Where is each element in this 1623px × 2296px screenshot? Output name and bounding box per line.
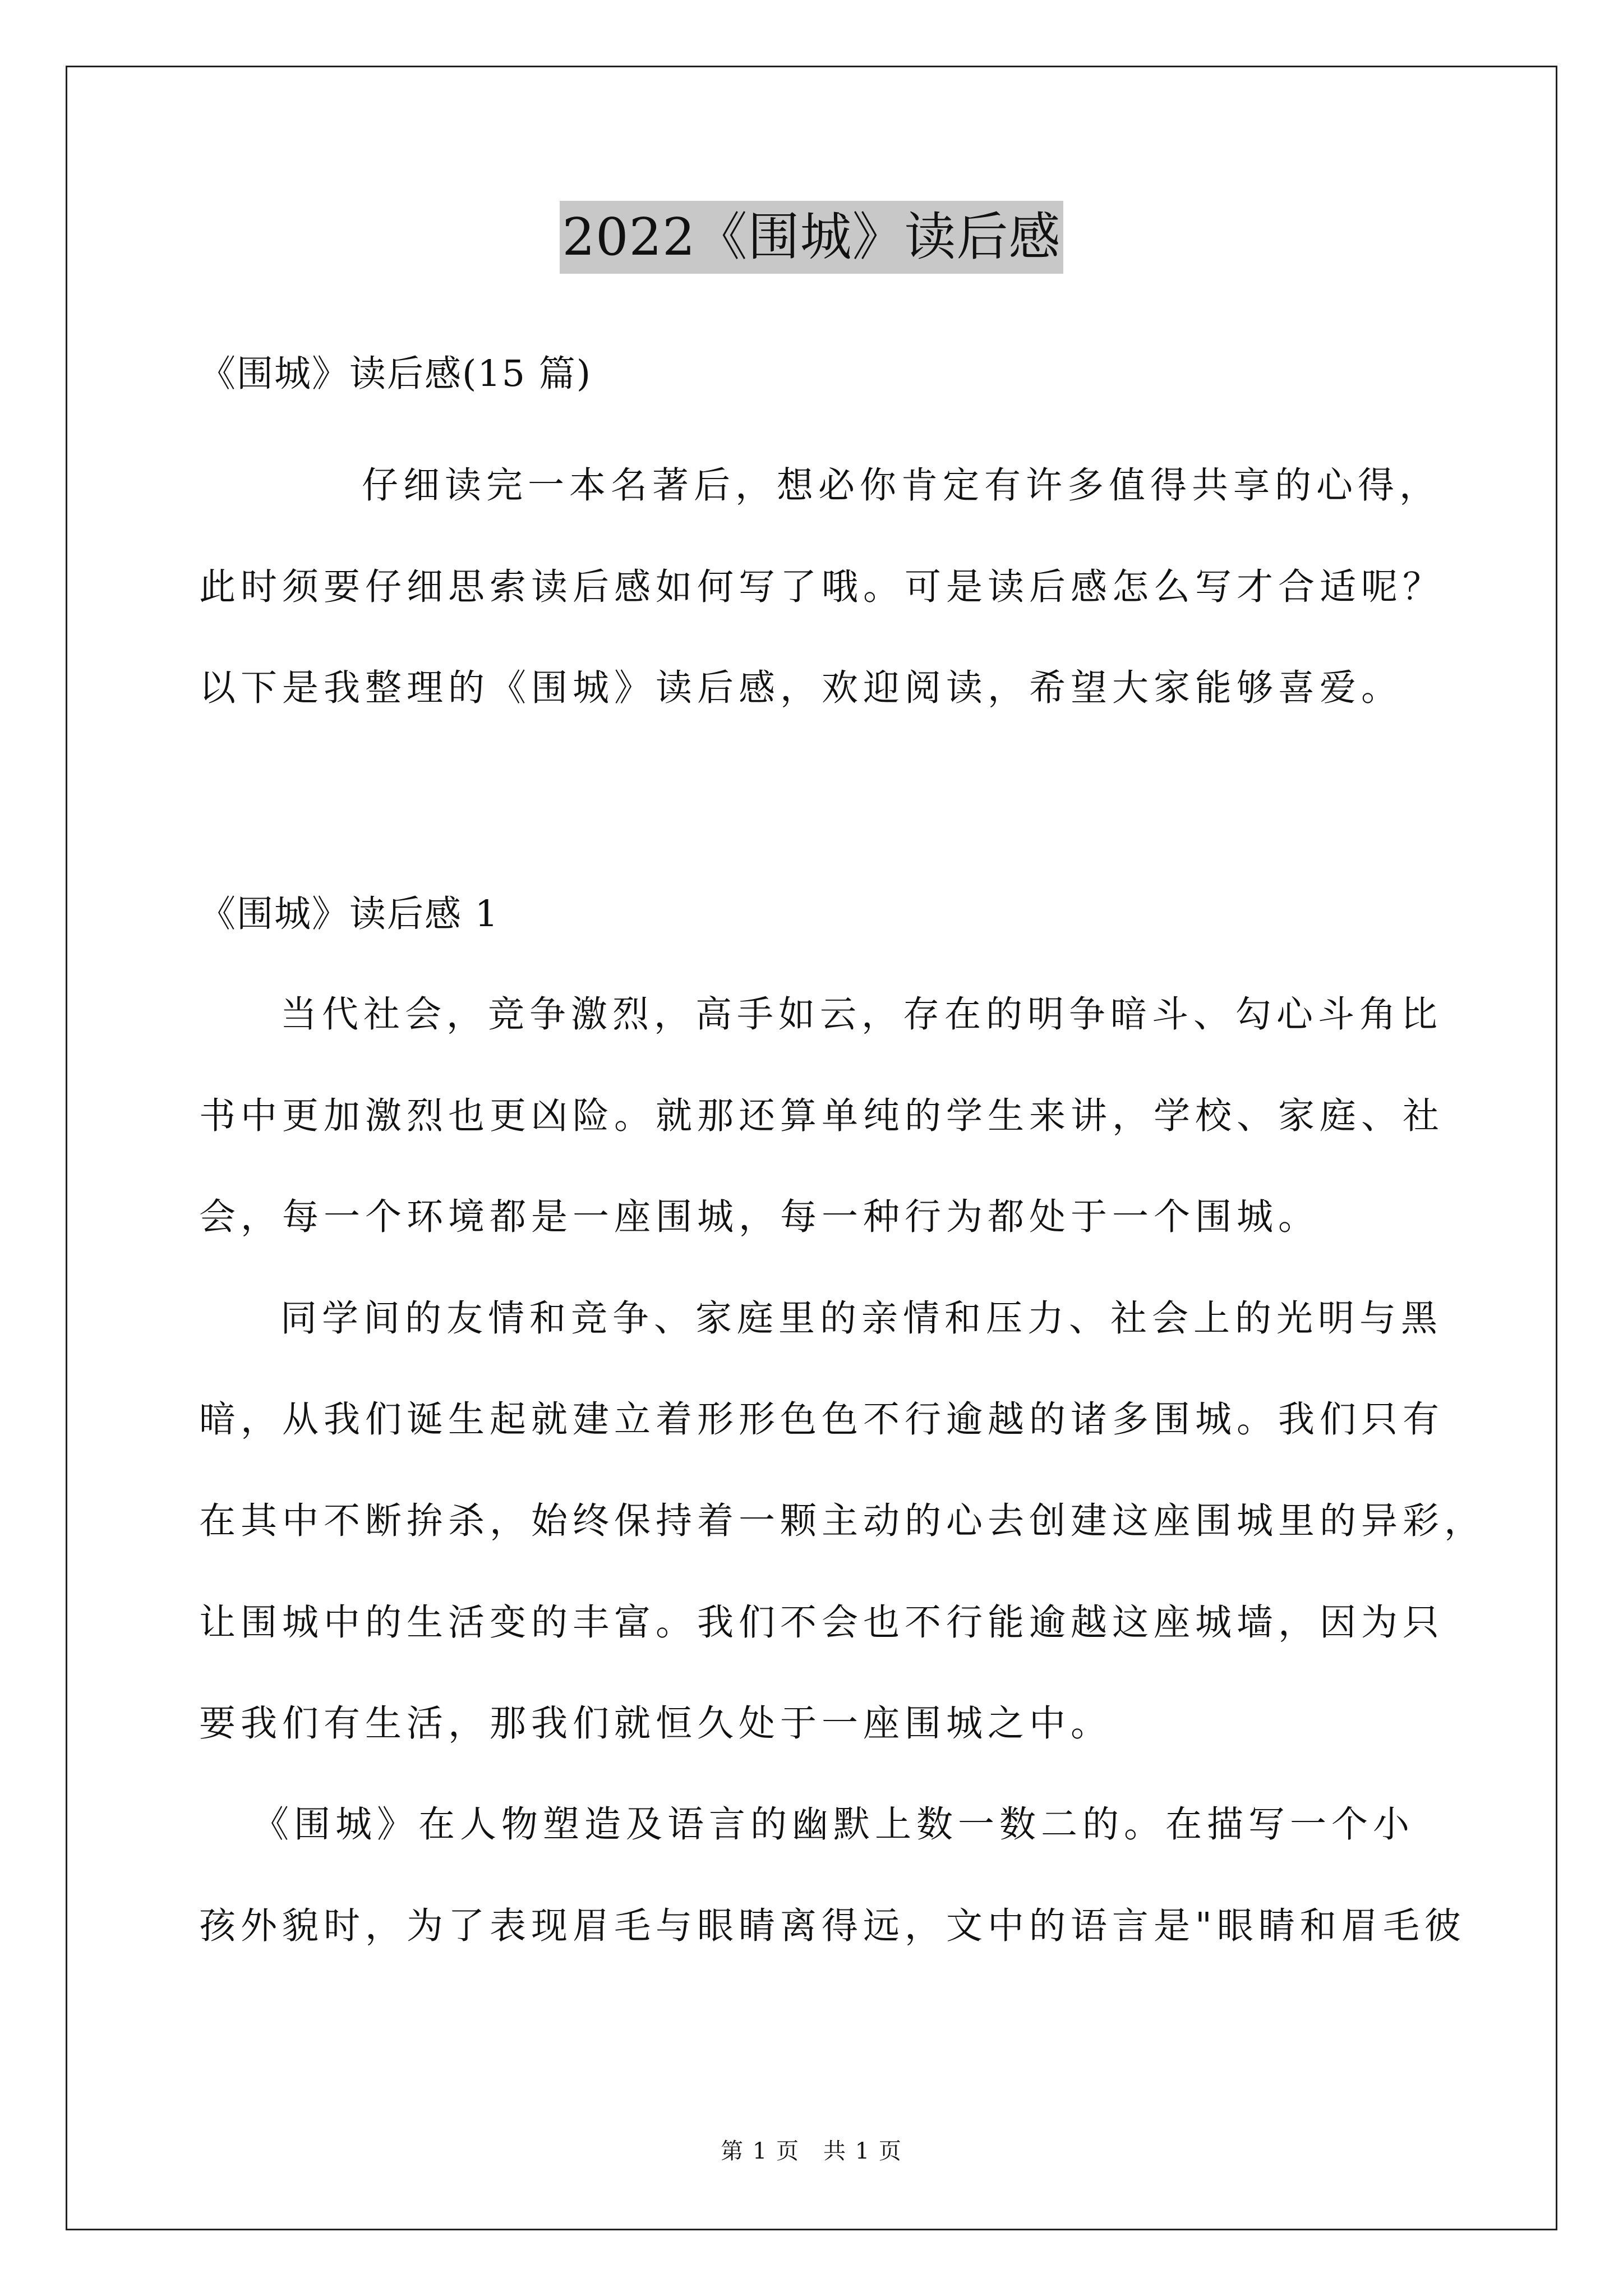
body-line: 暗，从我们诞生起就建立着形形色色不行逾越的诸多围城。我们只有 (199, 1398, 1445, 1441)
intro-line: 此时须要仔细思索读后感如何写了哦。可是读后感怎么写才合适呢？ (199, 566, 1445, 608)
body-line: 孩外貌时，为了表现眉毛与眼睛离得远，文中的语言是"眼睛和眉毛彼 (199, 1905, 1466, 1947)
intro-line: 仔细读完一本名著后，想必你肯定有许多值得共享的心得， (362, 464, 1441, 507)
body-line: 《围城》在人物塑造及语言的幽默上数一数二的。在描写一个小 (252, 1803, 1415, 1846)
body-line: 同学间的友情和竞争、家庭里的亲情和压力、社会上的光明与黑 (280, 1297, 1443, 1340)
document-subtitle: 《围城》读后感(15 篇) (199, 353, 592, 395)
body-line: 在其中不断拚杀，始终保持着一颗主动的心去创建这座围城里的异彩， (199, 1500, 1486, 1542)
body-line: 书中更加激烈也更凶险。就那还算单纯的学生来讲，学校、家庭、社 (199, 1095, 1445, 1137)
section-heading: 《围城》读后感 1 (199, 893, 500, 935)
body-line: 让围城中的生活变的丰富。我们不会也不行能逾越这座城墙，因为只 (199, 1602, 1445, 1644)
body-line: 当代社会，竞争激烈，高手如云，存在的明争暗斗、勾心斗角比 (280, 993, 1443, 1036)
page-footer: 第 1 页 共 1 页 (721, 2138, 902, 2164)
intro-line: 以下是我整理的《围城》读后感，欢迎阅读，希望大家能够喜爱。 (199, 667, 1403, 709)
document-title: 2022《围城》读后感 (560, 201, 1063, 274)
body-line: 要我们有生活，那我们就恒久处于一座围城之中。 (199, 1703, 1113, 1745)
title-container (0, 201, 1623, 274)
body-line: 会，每一个环境都是一座围城，每一种行为都处于一个围城。 (199, 1196, 1320, 1238)
